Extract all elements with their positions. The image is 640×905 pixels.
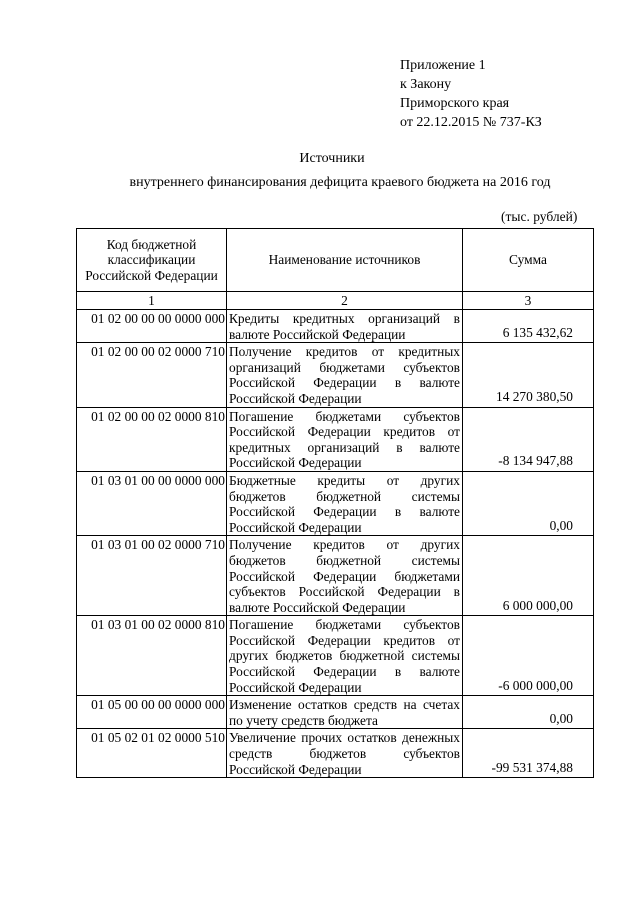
table-row: [77, 471, 594, 535]
table-row: [77, 616, 594, 696]
table-row: [77, 729, 594, 778]
table-row: [77, 536, 594, 616]
row-amount: 14 270 380,50: [463, 343, 594, 407]
column-number: 2: [227, 292, 463, 310]
row-code: 01 05 02 01 02 0000 510: [77, 729, 227, 778]
appendix-block: [400, 56, 542, 132]
row-code: 01 03 01 00 02 0000 810: [77, 616, 227, 696]
column-number: 1: [77, 292, 227, 310]
header-amount: Сумма: [463, 229, 594, 292]
row-name: Бюджетные кредиты от других бюджетов бюджетной системы Российской Федерации в валюте Российской Федерации: [227, 471, 463, 535]
row-code: 01 02 00 00 00 0000 000: [77, 310, 227, 343]
row-amount: 6 000 000,00: [463, 536, 594, 616]
row-name: Кредиты кредитных организаций в валюте Российской Федерации: [227, 310, 463, 343]
row-name: Увеличение прочих остатков денежных средств бюджетов субъектов Российской Федерации: [227, 729, 463, 778]
row-code: 01 03 01 00 00 0000 000: [77, 471, 227, 535]
appendix-line-3: Приморского края: [400, 96, 510, 111]
document-subtitle: внутреннего финансирования дефицита краевого бюджета на 2016 год: [129, 175, 551, 190]
appendix-line-1: Приложение 1: [400, 58, 486, 73]
row-code: 01 02 00 00 02 0000 810: [77, 407, 227, 471]
row-code: 01 03 01 00 02 0000 710: [77, 536, 227, 616]
row-amount: -6 000 000,00: [463, 616, 594, 696]
table-row: [77, 407, 594, 471]
row-name: Получение кредитов от кредитных организаций бюджетами субъектов Российской Федерации в валюте Российской Федерации: [227, 343, 463, 407]
row-amount: -8 134 947,88: [463, 407, 594, 471]
row-amount: 0,00: [463, 471, 594, 535]
document-title: Источники: [299, 151, 365, 166]
column-number: 3: [463, 292, 594, 310]
sources-table: [76, 228, 594, 778]
table-header-row: [77, 229, 594, 292]
row-name: Погашение бюджетами субъектов Российской Федерации кредитов от других бюджетов бюджетной системы Российской Федерации в валюте Российской Федерации: [227, 616, 463, 696]
header-code: Код бюджетной классификации Российской Федерации: [77, 229, 227, 292]
table-row: [77, 696, 594, 729]
appendix-line-4: от 22.12.2015 № 737-КЗ: [400, 115, 542, 130]
header-name: Наименование источников: [227, 229, 463, 292]
units-label: (тыс. рублей): [501, 209, 578, 224]
row-amount: 6 135 432,62: [463, 310, 594, 343]
row-code: 01 05 00 00 00 0000 000: [77, 696, 227, 729]
row-name: Погашение бюджетами субъектов Российской Федерации кредитов от кредитных организаций в валюте Российской Федерации: [227, 407, 463, 471]
row-name: Получение кредитов от других бюджетов бюджетной системы Российской Федерации бюджетами субъектов Российской Федерации в валюте Российской Федерации: [227, 536, 463, 616]
column-numbers-row: [77, 292, 594, 310]
row-code: 01 02 00 00 02 0000 710: [77, 343, 227, 407]
row-amount: 0,00: [463, 696, 594, 729]
row-name: Изменение остатков средств на счетах по учету средств бюджета: [227, 696, 463, 729]
table-row: [77, 343, 594, 407]
appendix-line-2: к Закону: [400, 77, 452, 92]
table-row: [77, 310, 594, 343]
row-amount: -99 531 374,88: [463, 729, 594, 778]
